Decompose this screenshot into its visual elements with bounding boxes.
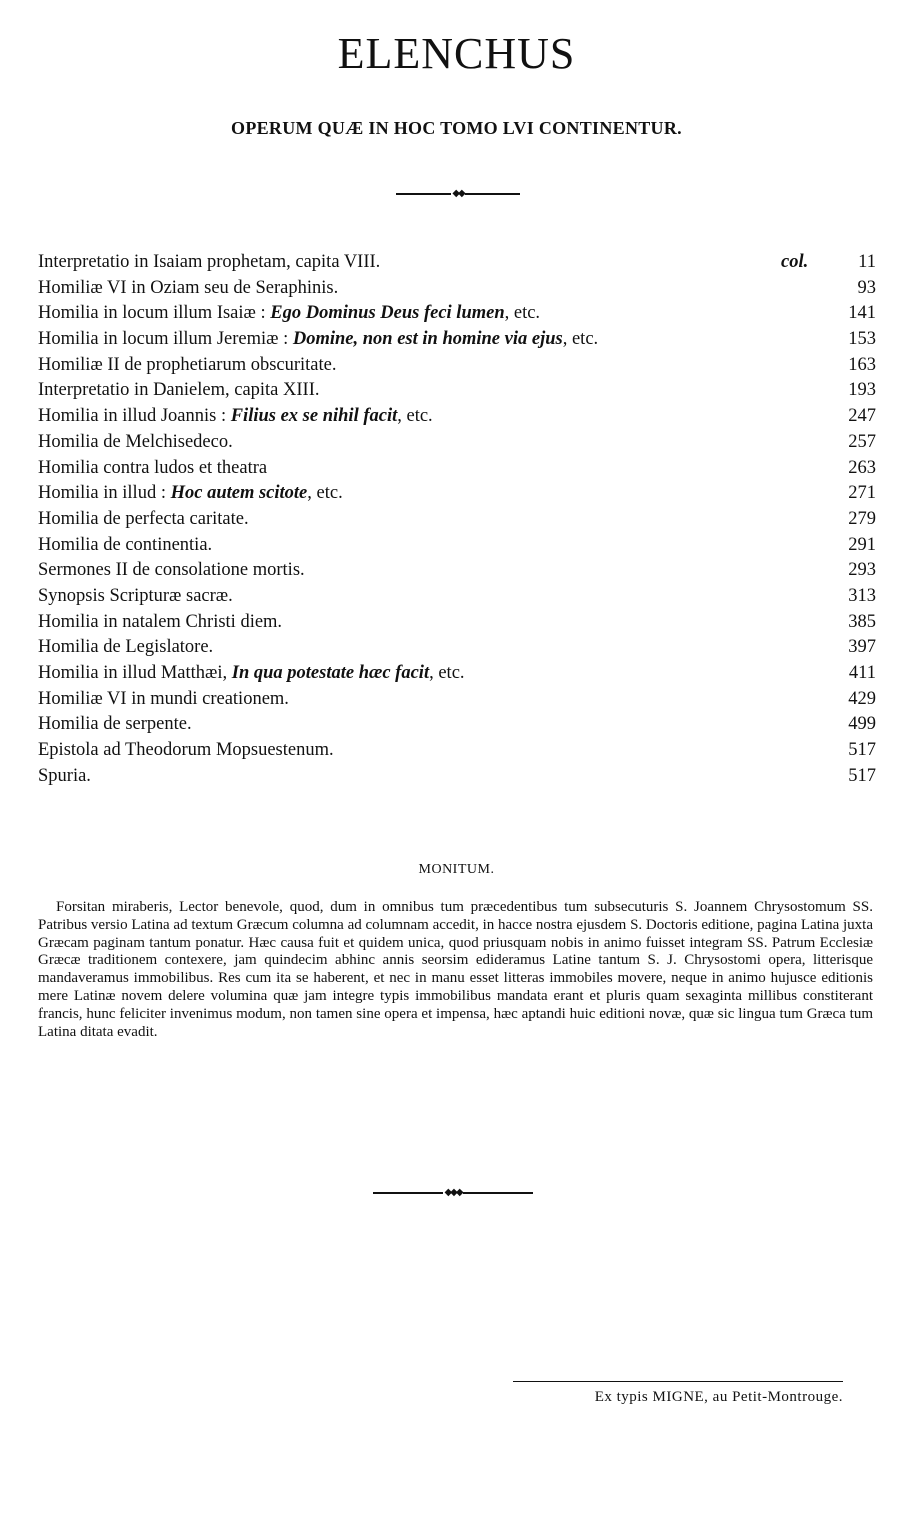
toc-entry-title: Homilia in illud Joannis : Filius ex se nihil facit, etc. xyxy=(38,406,433,427)
toc-entry xyxy=(38,583,876,609)
toc-entry-title: Interpretatio in Isaiam prophetam, capita VIII. xyxy=(38,252,381,272)
page-subtitle: OPERUM QUÆ IN HOC TOMO LVI CONTINENTUR. xyxy=(231,118,682,138)
toc-entry-title: Homilia in illud : Hoc autem scitote, etc. xyxy=(38,483,343,504)
toc-entry xyxy=(38,455,876,481)
toc-entry xyxy=(38,634,876,660)
imprint-rule xyxy=(513,1381,843,1382)
page-title: ELENCHUS xyxy=(337,29,576,78)
toc-entry-page: 279 xyxy=(848,508,876,529)
toc-entry-title: Homilia de Legislatore. xyxy=(38,637,214,658)
toc-entry-title: Homilia in illud Matthæi, In qua potestate hæc facit, etc. xyxy=(38,663,465,683)
toc-entry-page: 411 xyxy=(848,663,876,683)
toc-entry-page: 291 xyxy=(848,534,876,555)
toc-entry-title: Homiliæ II de prophetiarum obscuritate. xyxy=(38,354,337,375)
toc-entry-title: Synopsis Scripturæ sacræ. xyxy=(38,585,233,606)
toc-entry xyxy=(38,403,876,429)
table-of-contents xyxy=(38,249,876,788)
toc-entry-page: 93 xyxy=(857,277,876,298)
monitum-text: Forsitan miraberis, Lector benevole, quod, dum in omnibus tum præcedentibus tum subsecuturis S. Joannem Chrysostomum SS. Patribus versio Latina ad textum Græcum columna ad columnam accedit, in hacce nostra ejusdem S. Doctoris editione, pagina Latina juxta Græcam paginam tantum ponatur. Hæc causa fuit et quidem unica, quod priusquam nobis in animo fuisset integram SS. Patrum Ecclesiæ Græcæ traditionem contexere, jam quindecim abhinc annis seorsim edideramus Latine tantum S. J. Chrysostomi opera, litterisque mandaveramus immobilibus. Res cum ita se haberent, et nec in manu esset litteras immobiles movere, neque in animo hujusce editionis mere Latinæ novem delere volumina quæ jam integre typis immobilibus mandata erant et pluris quam sexaginta millibus constiterant francis, hunc feliciter invenimus modum, non tamen sine opera et impensa, hæc aptandi huic editioni novæ, quæ sic lingua tum Græca tum Latina ditata evadit. xyxy=(38,899,873,1040)
monitum-heading: MONITUM. xyxy=(418,862,495,877)
toc-entry xyxy=(38,763,876,789)
toc-entry xyxy=(38,249,876,275)
toc-entry xyxy=(38,711,876,737)
toc-entry xyxy=(38,429,876,455)
toc-entry xyxy=(38,737,876,763)
toc-entry xyxy=(38,275,876,301)
toc-entry-page: 11 xyxy=(858,252,876,272)
ornament-divider-bottom: ◆◆◆ xyxy=(373,1190,533,1196)
toc-entry-page: 385 xyxy=(848,611,876,632)
toc-entry-title: Sermones II de consolatione mortis. xyxy=(38,560,305,581)
toc-entry-page: 429 xyxy=(848,688,876,709)
toc-entry-page: 499 xyxy=(848,714,876,735)
toc-entry xyxy=(38,557,876,583)
toc-entry-title: Homilia de continentia. xyxy=(38,534,213,555)
toc-entry xyxy=(38,506,876,532)
toc-entry xyxy=(38,326,876,352)
toc-entry-title: Epistola ad Theodorum Mopsuestenum. xyxy=(38,740,334,761)
toc-entry-title: Homilia de serpente. xyxy=(38,714,192,735)
toc-entry xyxy=(38,609,876,635)
toc-entry-title: Homilia in locum illum Isaiæ : Ego Dominus Deus feci lumen, etc. xyxy=(38,303,541,324)
toc-entry-page: 313 xyxy=(848,585,876,606)
toc-entry-title: Homilia contra ludos et theatra xyxy=(38,457,268,478)
toc-entry-page: 193 xyxy=(848,380,876,401)
toc-entry-page: 257 xyxy=(848,431,876,452)
imprint: Ex typis MIGNE, au Petit-Montrouge. xyxy=(594,1389,843,1405)
toc-entry-page: 293 xyxy=(848,560,876,581)
toc-entry-title: Homilia de perfecta caritate. xyxy=(38,508,249,529)
toc-entry xyxy=(38,686,876,712)
toc-entry-page: 141 xyxy=(848,303,876,324)
toc-entry-title: Interpretatio in Danielem, capita XIII. xyxy=(38,380,320,401)
toc-entry xyxy=(38,377,876,403)
column-label: col. xyxy=(781,252,809,272)
ornament-divider-top: ◆◆ xyxy=(396,191,520,197)
toc-entry-page: 263 xyxy=(848,457,876,478)
toc-entry-title: Homiliæ VI in Oziam seu de Seraphinis. xyxy=(38,277,339,298)
toc-entry-title: Homilia de Melchisedeco. xyxy=(38,431,233,452)
toc-entry-title: Homilia in locum illum Jeremiæ : Domine, non est in homine via ejus, etc. xyxy=(38,329,599,350)
toc-entry xyxy=(38,480,876,506)
toc-entry-page: 271 xyxy=(848,483,876,504)
toc-entry-page: 153 xyxy=(848,329,876,350)
toc-entry-title: Spuria. xyxy=(38,765,91,786)
toc-entry xyxy=(38,352,876,378)
toc-entry-page: 517 xyxy=(848,765,876,786)
toc-entry xyxy=(38,660,876,686)
toc-entry-page: 163 xyxy=(848,354,876,375)
toc-entry-title: Homilia in natalem Christi diem. xyxy=(38,611,283,632)
toc-entry-title: Homiliæ VI in mundi creationem. xyxy=(38,688,289,709)
toc-entry-page: 247 xyxy=(848,406,876,427)
toc-entry-page: 517 xyxy=(848,740,876,761)
toc-entry xyxy=(38,532,876,558)
toc-entry-page: 397 xyxy=(848,637,876,658)
toc-entry xyxy=(38,300,876,326)
